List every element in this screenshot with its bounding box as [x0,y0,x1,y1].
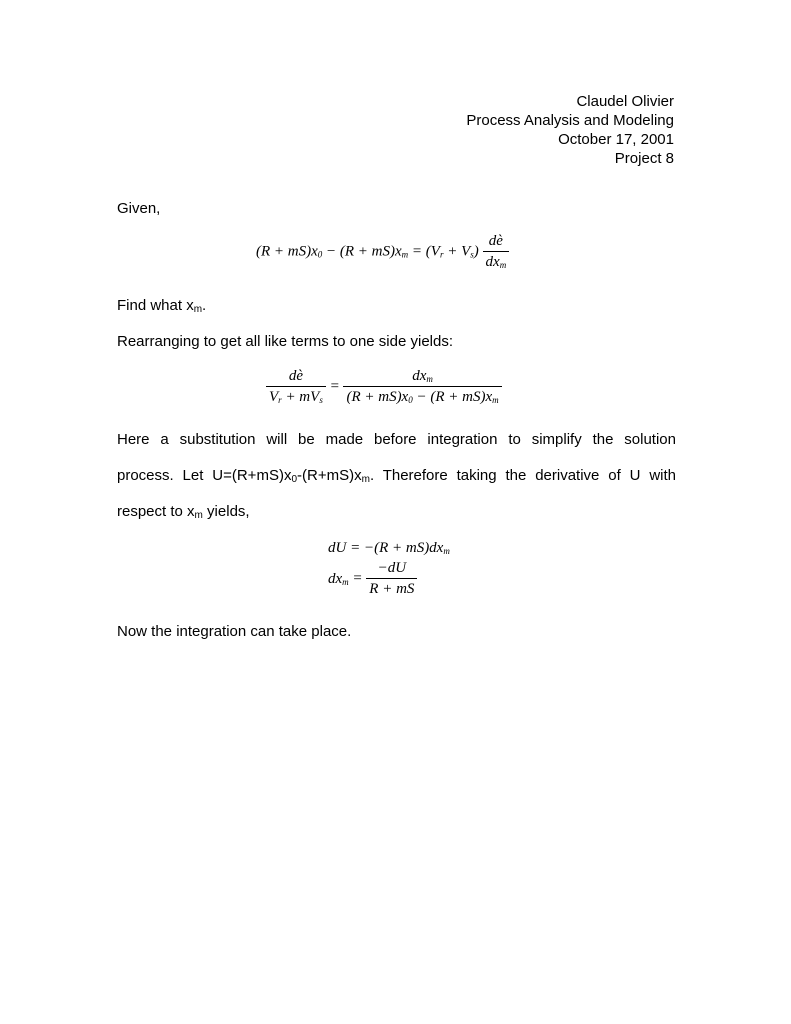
substitution-line-1: Here a substitution will be made before integration to simplify the solution [117,431,676,448]
eq2-left-fraction [266,368,326,406]
eq1-rhs-a: = (V [408,243,440,260]
eq1-lhs-sub: 0 [317,249,323,260]
conclusion-text: Now the integration can take place. [117,623,352,640]
eq4-fraction [366,560,417,598]
eq3-text: dU = −(R + mS)dx [328,540,444,556]
eq2-right-den-subm: m [492,395,499,405]
find-sub: m [193,304,203,315]
eq1-frac-den-text: dx [485,254,500,270]
document-date: October 17, 2001 [558,131,674,148]
rearranging-text: Rearranging to get all like terms to one side yields: [117,333,454,350]
eq2-right-den-b: − (R + mS)x [412,389,493,405]
eq4-den: R + mS [366,578,417,598]
eq2-equals: = [325,378,344,395]
equation-1 [256,233,509,271]
eq2-right-num-text: dx [412,368,427,384]
find-prefix: Find what x [117,297,194,314]
eq2-left-den-a: V [269,389,279,405]
eq2-left-den-sub-s: s [319,395,323,405]
eq4-lhs-sub: m [342,576,349,587]
substitution-line-3 [117,503,250,520]
eq1-rhs-sub-r: r [439,249,444,260]
given-text: Given, [117,200,161,217]
equation-4 [328,560,417,598]
eq2-right-num-sub: m [426,374,433,384]
eq2-right-den [343,386,501,406]
eq1-frac-den-sub: m [499,260,507,270]
document-header [466,92,674,168]
find-text [117,297,206,314]
eq1-mid-sub: m [401,249,409,260]
equation-2 [266,368,502,406]
subst-line2-b: -(R+mS)x [297,467,362,484]
eq1-frac-den [483,251,510,271]
eq2-right-num [343,368,501,386]
eq2-right-fraction [343,368,501,406]
eq2-right-den-sub0: 0 [408,395,413,405]
eq4-lhs [328,571,349,587]
equation-3 [328,540,450,557]
author-name: Claudel Olivier [576,93,674,110]
course-name: Process Analysis and Modeling [466,112,674,129]
eq1-lhs: (R + mS)x [256,243,318,260]
find-suffix: . [202,297,207,314]
eq4-num: −dU [377,560,407,576]
subst-line2-subm: m [361,474,370,485]
eq2-left-num: dè [288,368,303,384]
eq4-lhs-text: dx [328,570,343,587]
substitution-line-2 [117,467,676,484]
subst-line3-sub: m [194,510,203,521]
eq3-sub: m [443,546,450,556]
eq1-rhs-sub-s: s [470,249,474,260]
eq4-equals: = [348,570,367,587]
eq2-right-den-a: (R + mS)x [346,389,409,405]
eq2-left-den-sub-r: r [278,395,282,405]
subst-line2-c: . Therefore taking the derivative of U with [369,467,676,484]
eq1-mid: − (R + mS)x [322,243,402,260]
subst-line3-b: yields, [202,503,250,520]
eq2-left-den [266,386,326,406]
eq1-fraction [483,233,510,271]
eq2-left-den-b: + mV [281,389,320,405]
subst-line2-sub0: 0 [291,474,298,485]
project-label: Project 8 [614,150,674,167]
eq1-rhs-b: + V [443,243,471,260]
subst-line3-a: respect to x [117,503,195,520]
eq1-rhs-c: ) [473,243,479,260]
subst-line2-a: process. Let U=(R+mS)x [117,467,292,484]
eq1-frac-num: dè [488,233,503,249]
